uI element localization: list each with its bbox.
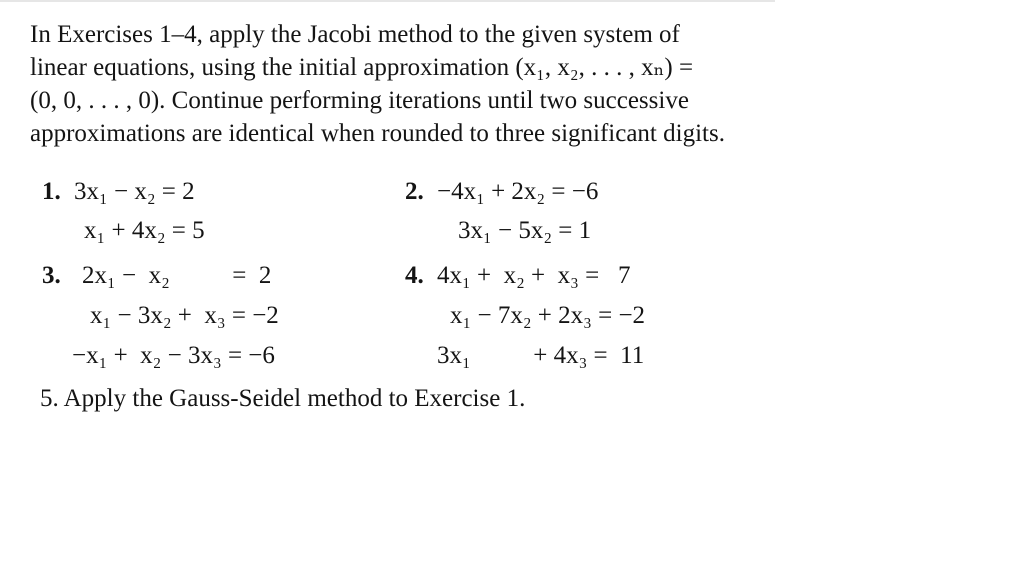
equation: 4x₁ + x₂ + x₃ = 7 <box>437 262 631 289</box>
instructions-paragraph <box>30 18 730 150</box>
exercise-number: 3. <box>42 262 61 289</box>
equation: 3x₁ − x₂ = 2 <box>74 178 195 205</box>
exercise-number: 2. <box>405 178 424 205</box>
equation: 3x₁ + 4x₃ = 11 <box>437 342 645 369</box>
equation: −x₁ + x₂ − 3x₃ = −6 <box>72 342 275 369</box>
cropped-exercise-5 <box>40 385 526 412</box>
equation: x₁ − 3x₂ + x₃ = −2 <box>90 302 279 329</box>
instructions-line-3: (0, 0, . . . , 0). Continue performing iterations until two successive <box>30 87 689 114</box>
top-divider <box>0 0 775 2</box>
equation: 2x₁ − x₂ = 2 <box>82 262 272 289</box>
equation: −4x₁ + 2x₂ = −6 <box>437 178 599 205</box>
exercise-number: 1. <box>42 178 61 205</box>
instructions-line-1: In Exercises 1–4, apply the Jacobi method to the given system of <box>30 21 680 48</box>
exercise-number: 4. <box>405 262 424 289</box>
instructions-line-2: linear equations, using the initial approximation (x₁, x₂, . . . , xₙ) = <box>30 54 694 81</box>
equation: 3x₁ − 5x₂ = 1 <box>458 217 592 244</box>
instructions-line-4: approximations are identical when rounded to three significant digits. <box>30 120 725 147</box>
equation: x₁ − 7x₂ + 2x₃ = −2 <box>450 302 646 329</box>
cropped-text: 5. Apply the Gauss-Seidel method to Exercise 1. <box>40 385 526 412</box>
equation: x₁ + 4x₂ = 5 <box>84 217 205 244</box>
